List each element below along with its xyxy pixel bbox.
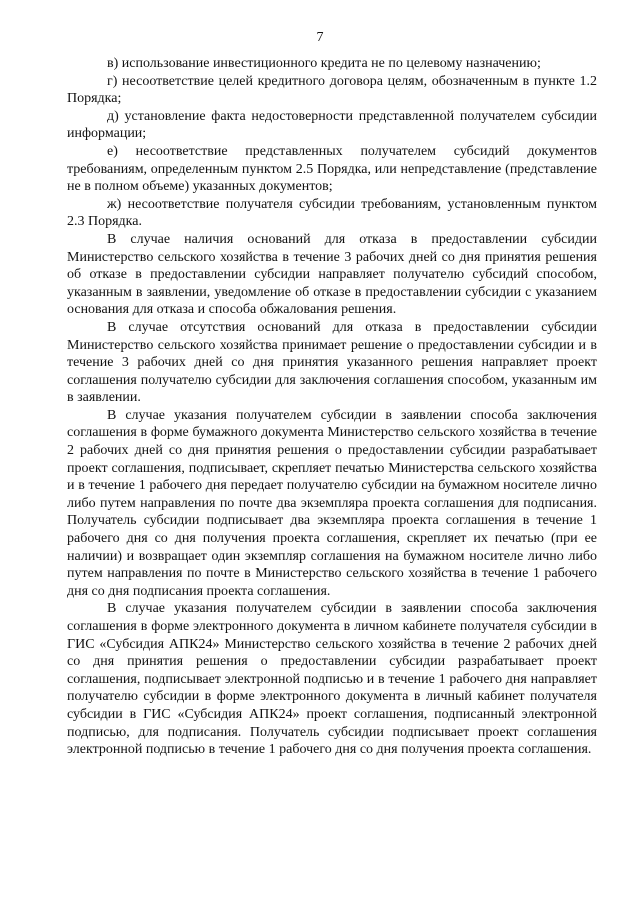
document-body (67, 55, 597, 759)
paragraph-item-g: г) несоответствие целей кредитного договора целям, обозначенным в пункте 1.2 Порядка; (67, 73, 597, 107)
page-number: 7 (316, 30, 324, 45)
paragraph-item-e: е) несоответствие представленных получателем субсидий документов требованиям, определенным пунктом 2.5 Порядка, или непредставление (представление не в полном объеме) указанных документов; (67, 143, 597, 195)
paragraph-paper-agreement: В случае указания получателем субсидии в заявлении способа заключения соглашения в форме бумажного документа Министерство сельского хозяйства в течение 2 рабочих дней со дня принятия решения о предоставлении субсидии разрабатывает проект соглашения, подписывает, скрепляет печатью Министерства сельского хозяйства и в течение 1 рабочего дня передает получателю субсидии на бумажном носителе лично либо путем направления по почте два экземпляра проекта соглашения для подписания. Получатель субсидии подписывает два экземпляра проекта соглашения в течение 1 рабочего дня со дня получения проекта соглашения, скрепляет их печатью (при ее наличии) и возвращает один экземпляр соглашения на бумажном носителе лично либо путем направления по почте в Министерство сельского хозяйства в течение 1 рабочего дня со дня подписания проекта соглашения. (67, 407, 597, 599)
paragraph-electronic-agreement: В случае указания получателем субсидии в заявлении способа заключения соглашения в форме электронного документа в личном кабинете получателя субсидии в ГИС «Субсидия АПК24» Министерство сельского хозяйства в течение 2 рабочих дней со дня принятия решения о предоставлении субсидии разрабатывает проект соглашения, подписывает электронной подписью и в течение 1 рабочего дня направляет получателю субсидии в форме электронного документа в личный кабинет получателя субсидии в ГИС «Субсидия АПК24» проект соглашения, подписанный электронной подписью, для подписания. Получатель субсидии подписывает проект соглашения электронной подписью в течение 1 рабочего дня со дня получения проекта соглашения. (67, 601, 597, 758)
paragraph-item-v: в) использование инвестиционного кредита не по целевому назначению; (107, 56, 541, 71)
paragraph-item-zh: ж) несоответствие получателя субсидии требованиям, установленным пунктом 2.3 Порядка. (67, 196, 597, 230)
paragraph-item-d: д) установление факта недостоверности представленной получателем субсидии информации; (67, 108, 597, 142)
paragraph-refusal-grounds: В случае наличия оснований для отказа в предоставлении субсидии Министерство сельского хозяйства в течение 3 рабочих дней со дня принятия решения об отказе в предоставлении субсидии направляет получателю субсидий способом, указанным в заявлении, уведомление об отказе в предоставлении субсидии с указанием основания для отказа и способа обжалования решения. (67, 231, 597, 318)
paragraph-no-refusal-grounds: В случае отсутствия оснований для отказа в предоставлении субсидии Министерство сельского хозяйства принимает решение о предоставлении субсидии и в течение 3 рабочих дней со дня принятия указанного решения направляет проект соглашения получателю субсидии для заключения соглашения способом, указанным им в заявлении. (67, 319, 597, 406)
